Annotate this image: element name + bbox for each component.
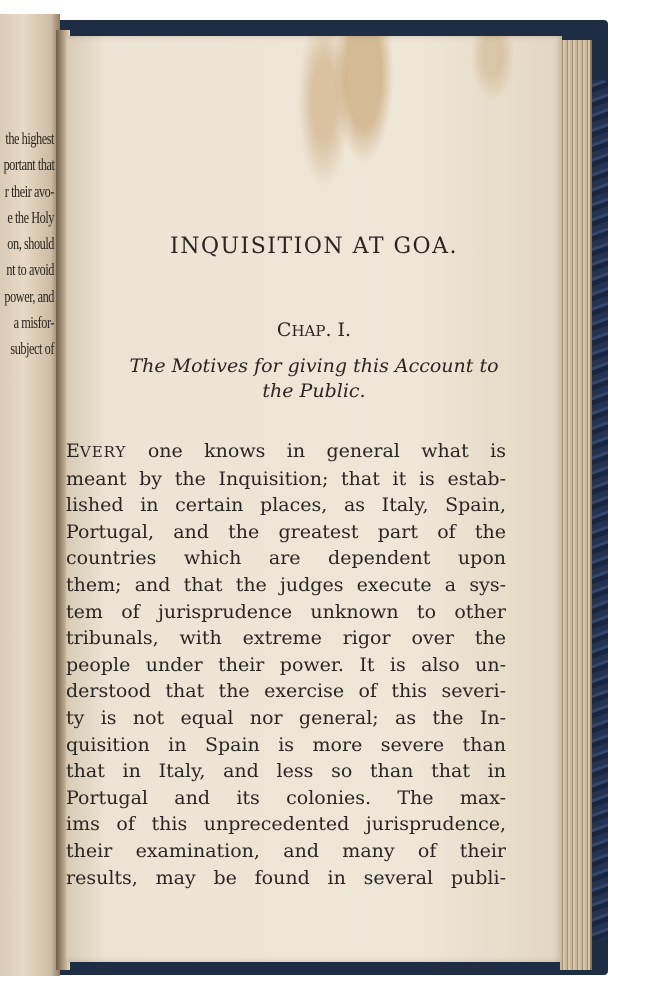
chapter-initial: C — [276, 319, 292, 341]
left-line: a misfor- — [13, 313, 54, 333]
subtitle-line: The Motives for giving this Account to — [129, 355, 499, 377]
body-line-first — [66, 438, 506, 466]
chapter-heading — [66, 319, 562, 341]
right-page — [66, 36, 562, 962]
body-line: Portugal, and the greatest part of the — [66, 520, 506, 543]
body-line: Portugal and its colonies. The max- — [66, 786, 506, 809]
left-facing-page — [0, 14, 60, 976]
left-line: portant that — [3, 155, 55, 175]
body-line: people under their power. It is also un- — [66, 653, 506, 676]
left-line: on, should — [7, 234, 54, 254]
body-line: derstood that the exercise of this severi- — [66, 680, 506, 703]
body-line: lished in certain places, as Italy, Spain, — [66, 494, 506, 517]
chapter-subtitle — [66, 354, 562, 404]
left-line: the highest — [5, 129, 54, 148]
page-title: INQUISITION AT GOA. — [170, 234, 458, 259]
first-word-smallcaps: VERY — [79, 443, 127, 461]
body-line: them; and that the judges execute a sys- — [66, 573, 506, 596]
left-line: power, and — [4, 286, 54, 306]
left-line: r their avo- — [4, 181, 54, 201]
body-line: their examination, and many of their — [66, 839, 506, 862]
body-line: ty is not equal nor general; as the In- — [66, 706, 506, 729]
left-line: nt to avoid — [6, 260, 54, 280]
body-text — [66, 438, 506, 891]
chapter-smallcaps: HAP — [291, 322, 326, 340]
chapter-number: . I. — [325, 319, 352, 341]
left-line: e the Holy — [7, 207, 54, 227]
body-line: ims of this unprecedented jurisprudence, — [66, 813, 506, 836]
page-block-edge — [560, 40, 592, 970]
body-line: tribunals, with extreme rigor over the — [66, 627, 506, 650]
body-line: tem of jurisprudence unknown to other — [66, 600, 506, 623]
first-line-rest: one knows in general what is — [126, 440, 506, 462]
left-line: subject of — [10, 339, 54, 359]
first-word-initial: E — [66, 440, 80, 462]
body-line: quisition in Spain is more severe than — [66, 733, 506, 756]
body-line: countries which are dependent upon — [66, 547, 506, 570]
body-line: meant by the Inquisition; that it is estab- — [66, 467, 506, 490]
subtitle-line: the Public. — [262, 380, 366, 402]
body-line: that in Italy, and less so than that in — [66, 760, 506, 783]
body-line: results, may be found in several publi- — [66, 866, 506, 889]
left-page-text — [4, 126, 54, 363]
